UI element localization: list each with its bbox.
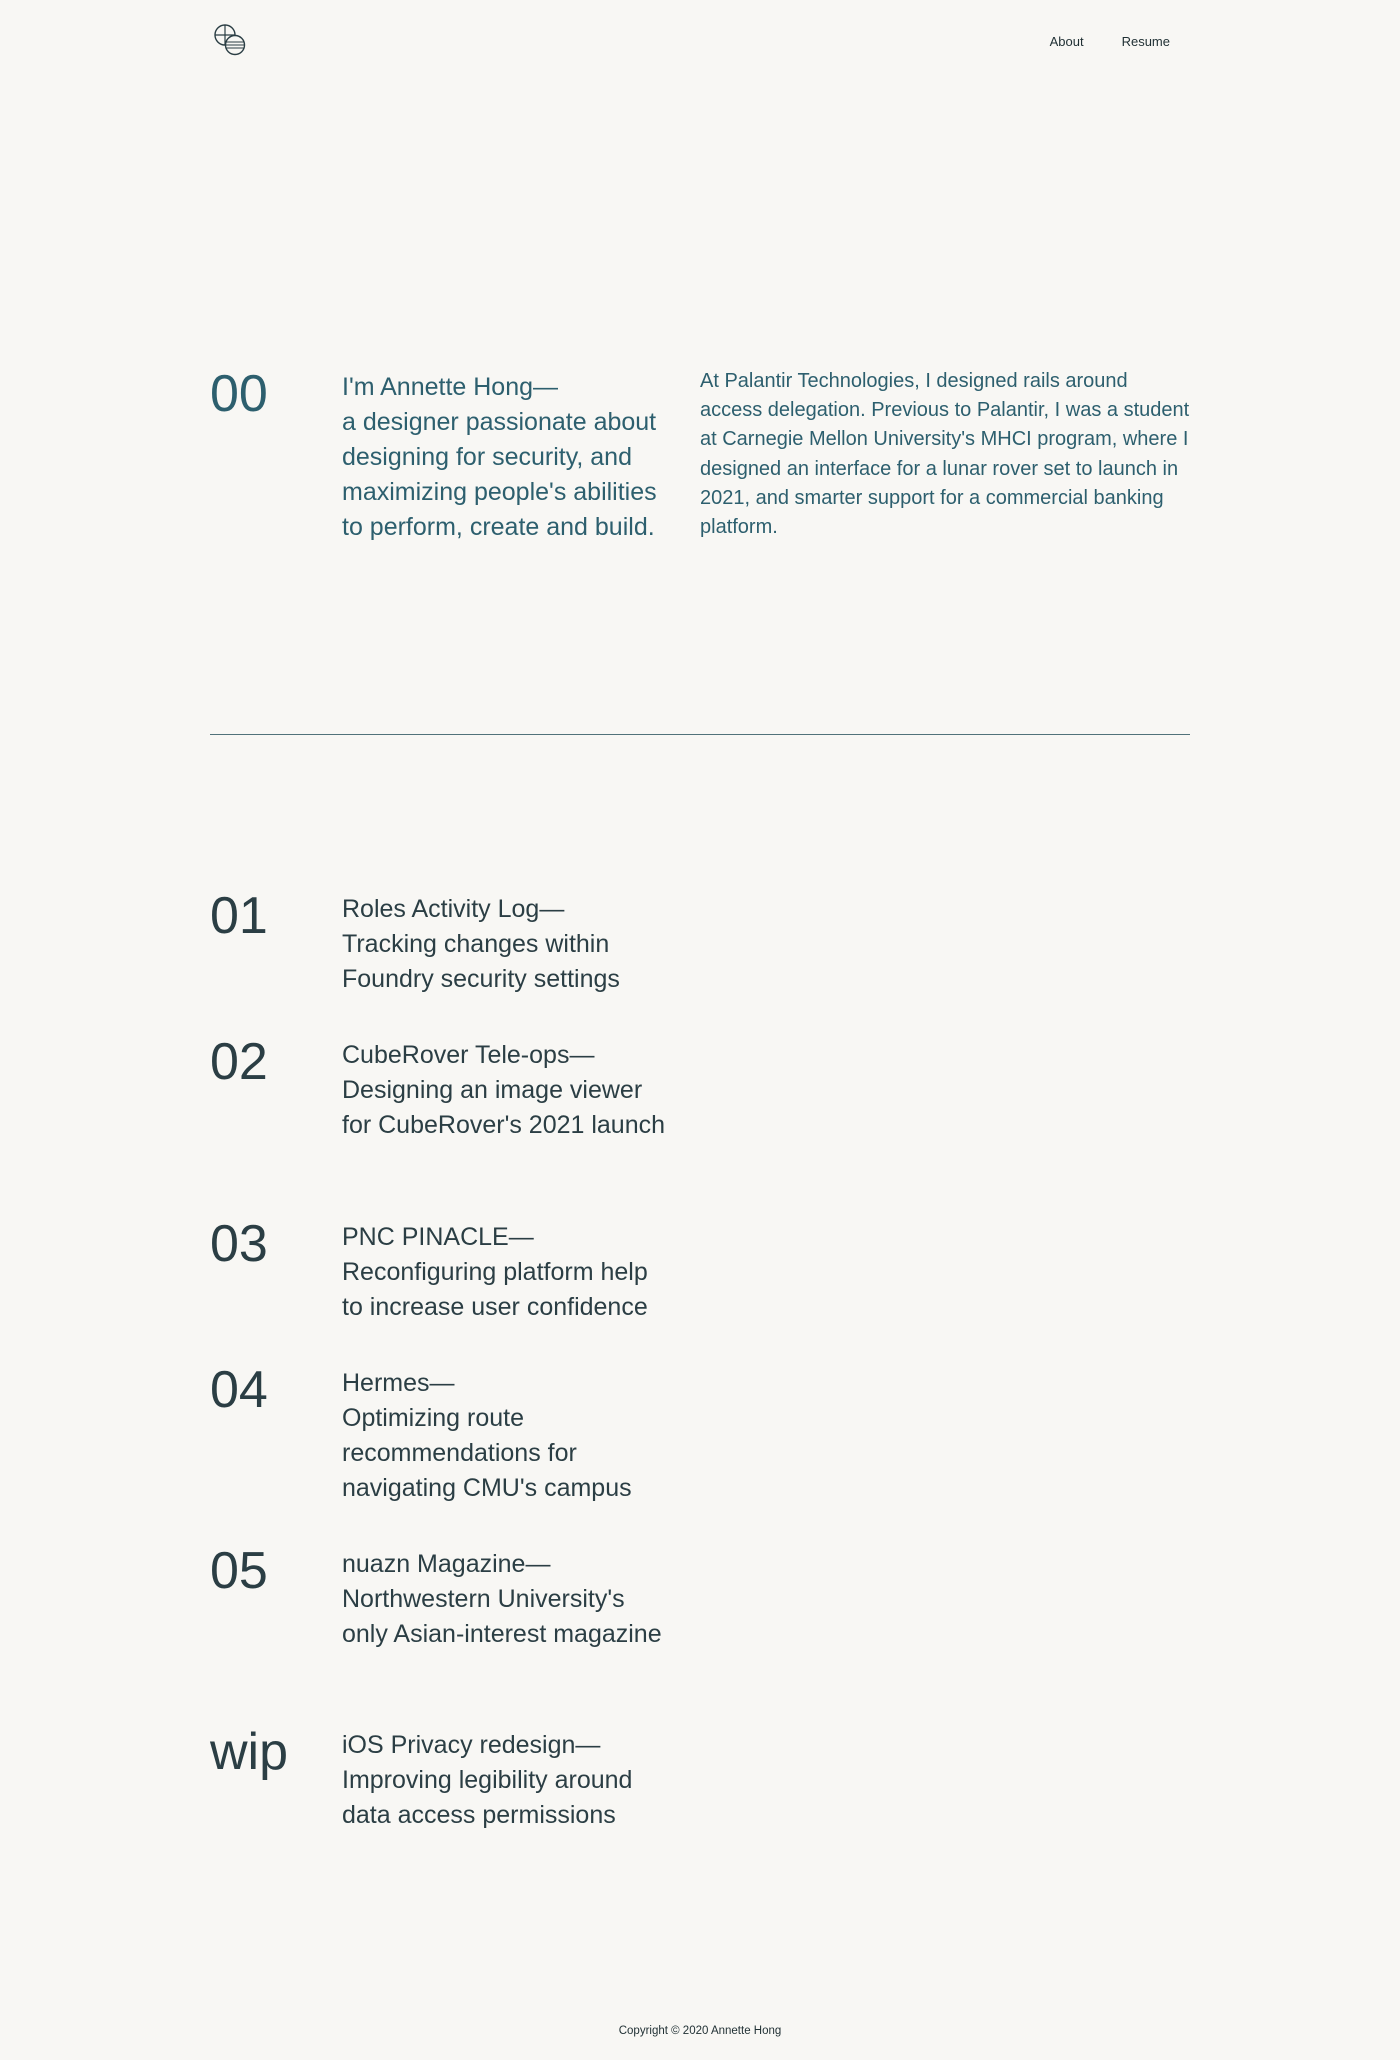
top-nav bbox=[1050, 33, 1170, 51]
nav-about-link[interactable]: About bbox=[1049, 34, 1084, 49]
project-title: PNC PINACLE— bbox=[342, 1223, 534, 1251]
project-number: wip bbox=[210, 1723, 289, 1781]
project-number: 02 bbox=[210, 1033, 268, 1091]
project-link[interactable] bbox=[342, 1547, 672, 1652]
project-title: CubeRover Tele-ops— bbox=[342, 1041, 595, 1069]
project-title: Hermes— bbox=[342, 1369, 455, 1397]
project-number: 03 bbox=[210, 1215, 268, 1273]
project-subtitle: Northwestern University's only Asian-interest magazine bbox=[342, 1585, 662, 1648]
logo-icon[interactable] bbox=[212, 22, 248, 58]
project-number: 01 bbox=[210, 887, 268, 945]
overlapping-circles-logo-icon bbox=[212, 22, 248, 58]
project-subtitle: Reconfiguring platform help to increase user confidence bbox=[342, 1258, 648, 1321]
project-link[interactable] bbox=[342, 1038, 672, 1143]
site-header bbox=[0, 0, 1400, 90]
project-title: nuazn Magazine— bbox=[342, 1550, 551, 1578]
copyright-text: Copyright © 2020 Annette Hong bbox=[618, 2025, 782, 2037]
project-link[interactable] bbox=[342, 1366, 672, 1506]
site-footer bbox=[0, 2023, 1400, 2039]
intro-headline bbox=[342, 370, 672, 545]
project-link[interactable] bbox=[342, 1728, 672, 1833]
project-subtitle: Optimizing route recommendations for navigating CMU's campus bbox=[342, 1404, 632, 1502]
project-number: 04 bbox=[210, 1361, 268, 1419]
project-link[interactable] bbox=[342, 1220, 672, 1325]
nav-resume-link[interactable]: Resume bbox=[1121, 34, 1170, 49]
project-subtitle: Designing an image viewer for CubeRover's 2021 launch bbox=[342, 1076, 666, 1139]
project-link[interactable] bbox=[342, 892, 672, 997]
intro-headline-name: I'm Annette Hong— bbox=[342, 373, 559, 401]
section-divider bbox=[210, 734, 1190, 735]
intro-headline-tagline: a designer passionate about designing for security, and maximizing people's abilities to perform, create and build. bbox=[342, 408, 657, 541]
project-title: iOS Privacy redesign— bbox=[342, 1731, 601, 1759]
project-title: Roles Activity Log— bbox=[342, 895, 565, 923]
intro-body-text: At Palantir Technologies, I designed rails around access delegation. Previous to Palantir, I was a student at Carnegie Mellon University's MHCI program, where I designed an interface for a lunar rover set to launch in 2021, and smarter support for a commercial banking platform. bbox=[700, 370, 1190, 539]
project-subtitle: Tracking changes within Foundry security settings bbox=[342, 930, 620, 993]
project-number: 05 bbox=[210, 1542, 268, 1600]
project-subtitle: Improving legibility around data access permissions bbox=[342, 1766, 633, 1829]
intro-number: 00 bbox=[210, 365, 268, 423]
